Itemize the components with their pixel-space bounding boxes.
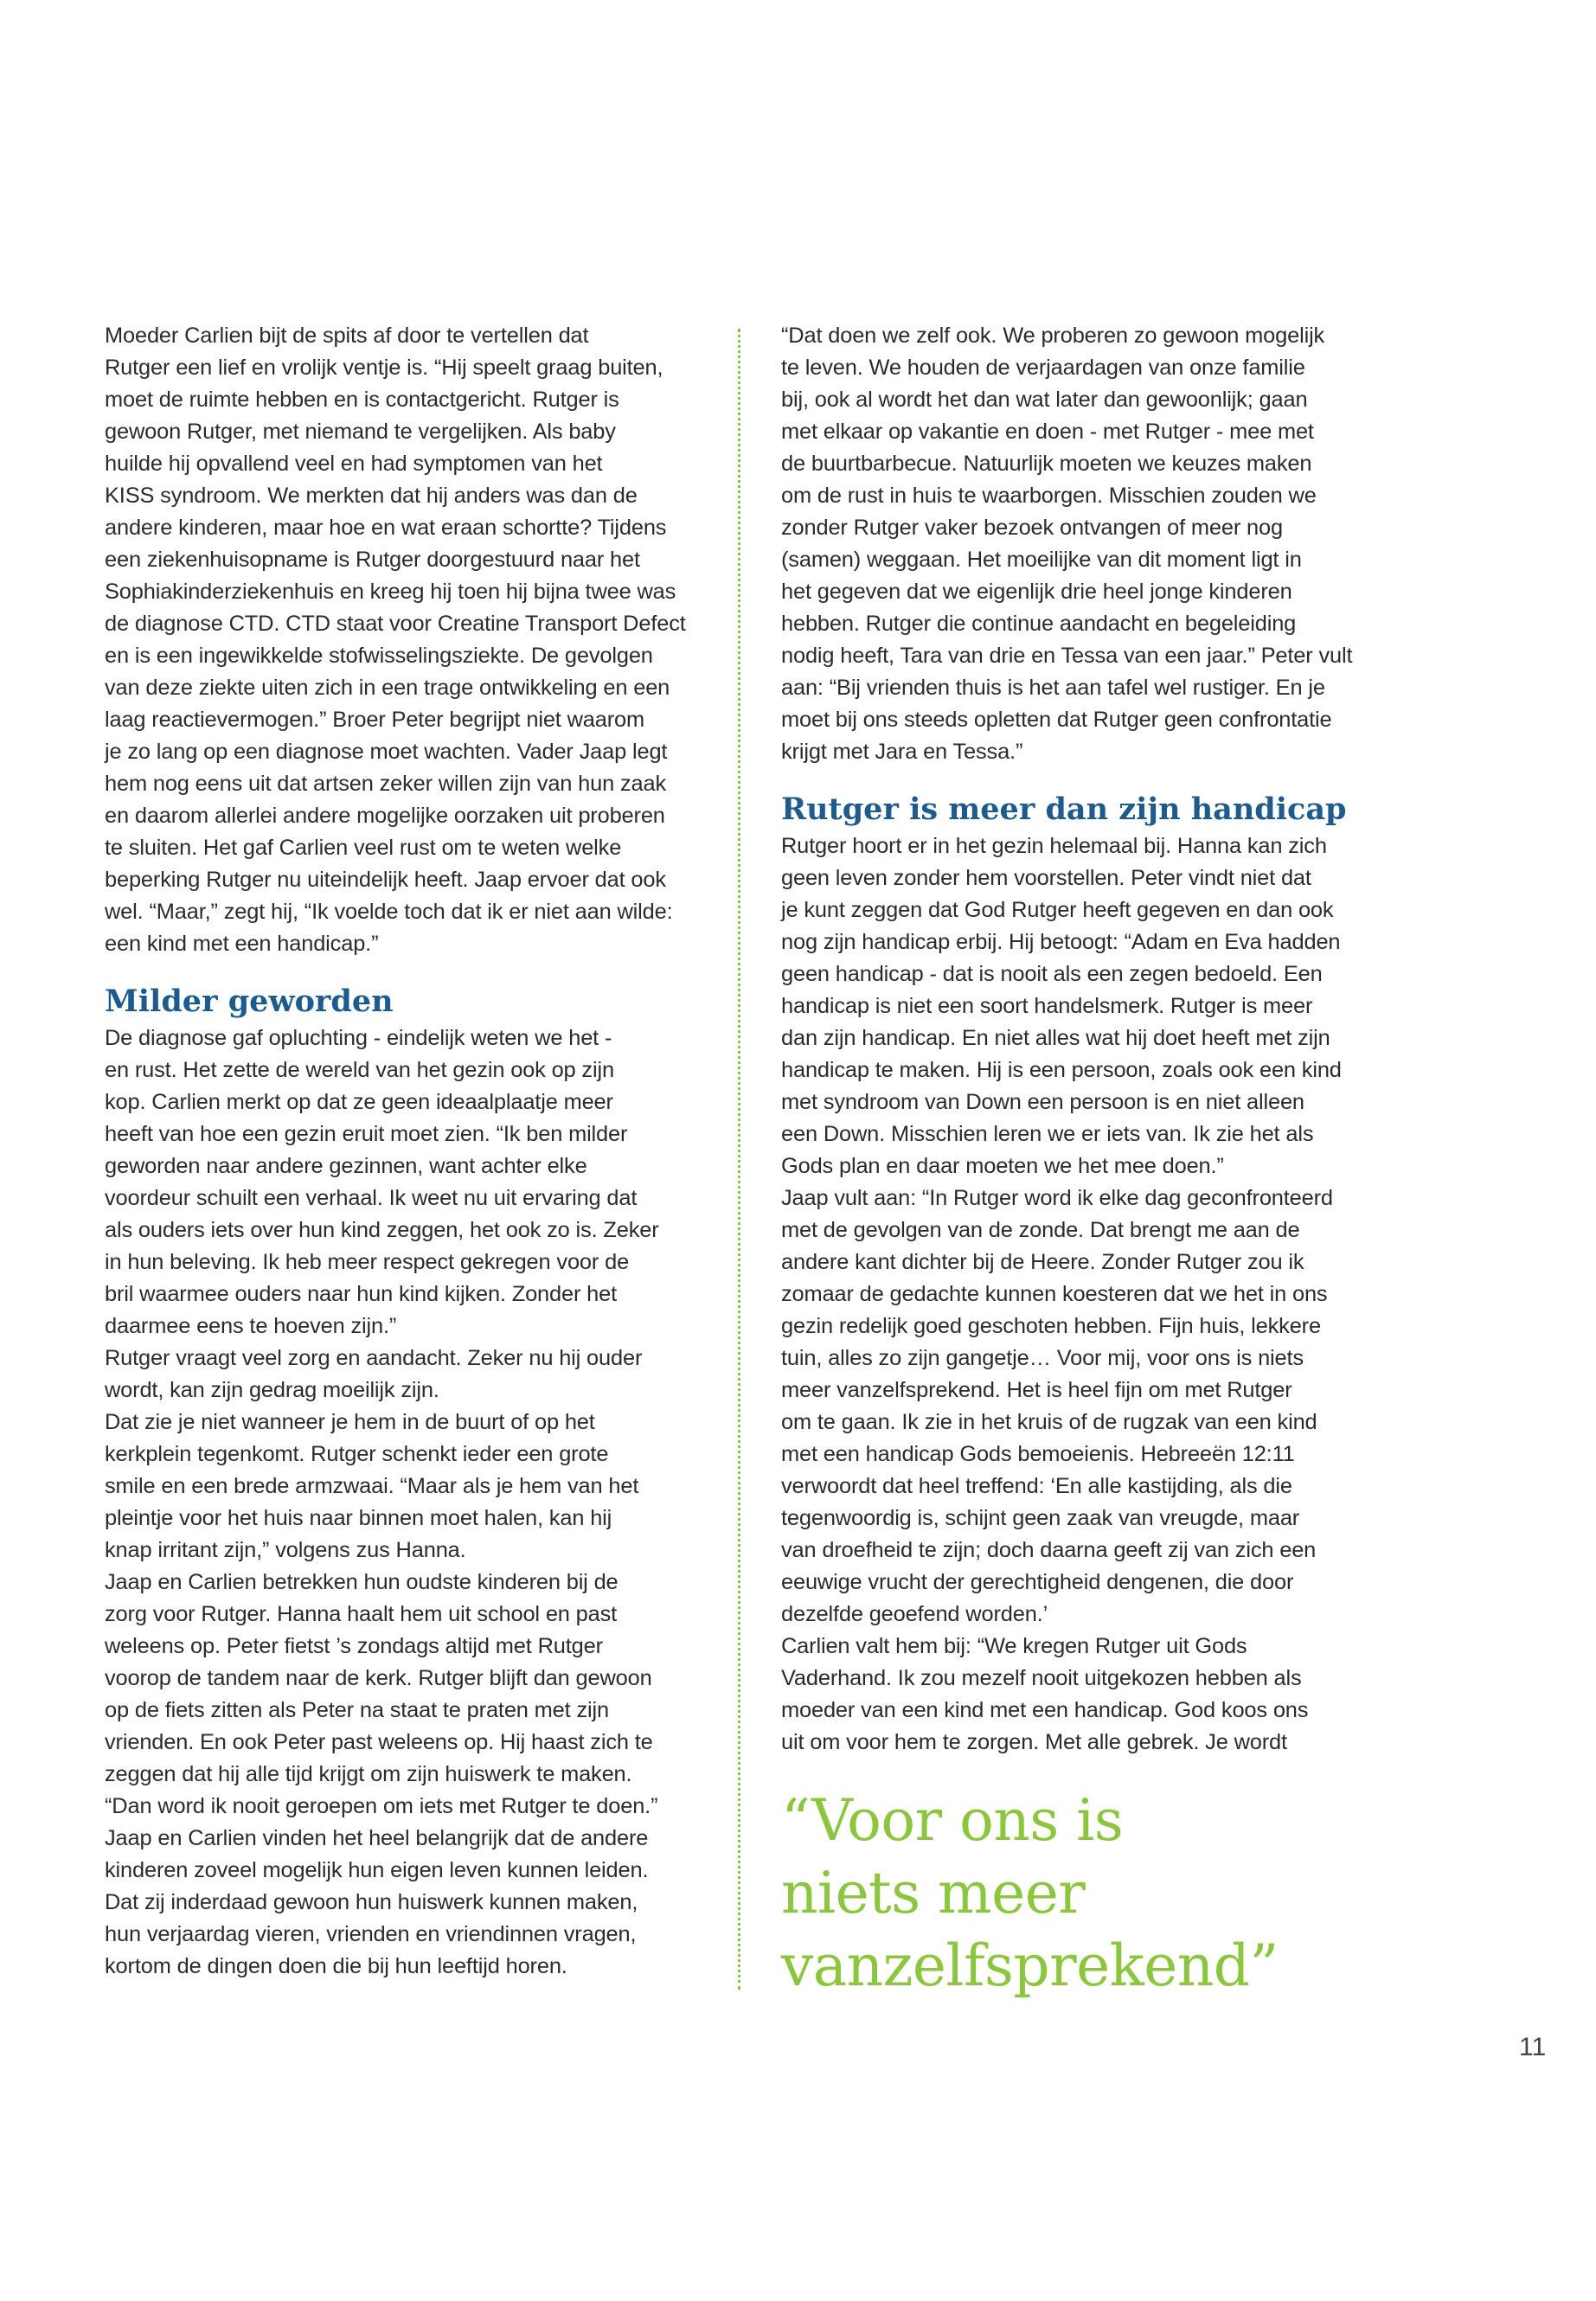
text-line: geworden naar andere gezinnen, want achter elke [105,1154,587,1178]
text-line: bril waarmee ouders naar hun kind kijken. Zonder het [105,1282,618,1306]
text-line: smile en een brede armzwaai. “Maar als je hem van het [105,1474,639,1498]
text-line: “Dat doen we zelf ook. We proberen zo gewoon mogelijk [781,324,1325,348]
text-line: daarmee eens te hoeven zijn.” [105,1314,397,1338]
text-line: de buurtbarbecue. Natuurlijk moeten we keuzes maken [781,452,1312,476]
text-line: tegenwoordig is, schijnt geen zaak van vreugde, maar [781,1506,1300,1530]
text-line: om te gaan. Ik zie in het kruis of de rugzak van een kind [781,1410,1317,1434]
text-line: meer vanzelfsprekend. Het is heel fijn om met Rutger [781,1378,1292,1402]
text-line: hem nog eens uit dat artsen zeker willen zijn van hun zaak [105,772,667,796]
pull-quote-line: “Voor ons is [781,1787,1124,1854]
text-line: gewoon Rutger, met niemand te vergelijken. Als baby [105,420,616,444]
text-line: een kind met een handicap.” [105,932,379,956]
text-line: Jaap en Carlien betrekken hun oudste kinderen bij de [105,1570,619,1594]
text-line: het gegeven dat we eigenlijk drie heel jonge kinderen [781,580,1292,604]
text-line: van deze ziekte uiten zich in een trage ontwikkeling en een [105,676,670,700]
section-heading-milder-geworden: Milder geworden [105,984,394,1019]
text-line: je zo lang op een diagnose moet wachten. Vader Jaap legt [105,740,668,764]
text-line: kerkplein tegenkomt. Rutger schenkt ieder een grote [105,1442,609,1466]
milder-geworden-paragraph [105,1022,698,1983]
text-line: (samen) weggaan. Het moeilijke van dit moment ligt in [781,548,1302,572]
text-line: huilde hij opvallend veel en had symptomen van het [105,452,603,476]
text-line: moeder van een kind met een handicap. God koos ons [781,1698,1309,1722]
text-line: handicap is niet een soort handelsmerk. Rutger is meer [781,994,1313,1018]
text-line: te sluiten. Het gaf Carlien veel rust om te weten welke [105,836,622,860]
text-line: om de rust in huis te waarborgen. Misschien zouden we [781,484,1317,508]
intro-paragraph [105,320,698,960]
text-line: de diagnose CTD. CTD staat voor Creatine Transport Defect [105,612,686,636]
text-line: nodig heeft, Tara van drie en Tessa van een jaar.” Peter vult [781,644,1353,668]
text-line: en daarom allerlei andere mogelijke oorzaken uit proberen [105,804,665,828]
page-number: 11 [1519,2033,1547,2061]
text-line: op de fiets zitten als Peter na staat te praten met zijn [105,1698,609,1722]
text-line: kinderen zoveel mogelijk hun eigen leven kunnen leiden. [105,1858,649,1882]
text-line: dezelfde geoefend worden.’ [781,1602,1048,1626]
left-column [105,320,698,1983]
text-line: nog zijn handicap erbij. Hij betoogt: “Adam en Eva hadden [781,930,1341,954]
text-line: je kunt zeggen dat God Rutger heeft gegeven en dan ook [781,898,1334,922]
text-line: met elkaar op vakantie en doen - met Rutger - mee met [781,420,1314,444]
text-line: als ouders iets over hun kind zeggen, het ook zo is. Zeker [105,1218,659,1242]
text-line: handicap te maken. Hij is een persoon, zoals ook een kind [781,1058,1342,1082]
text-line: een ziekenhuisopname is Rutger doorgestuurd naar het [105,548,640,572]
section-heading-rutger-meer-dan-handicap: Rutger is meer dan zijn handicap [781,792,1347,827]
text-line: vrienden. En ook Peter past weleens op. Hij haast zich te [105,1730,653,1754]
text-line: tuin, alles zo zijn gangetje… Voor mij, voor ons is niets [781,1346,1304,1370]
text-line: moet de ruimte hebben en is contactgericht. Rutger is [105,388,619,412]
text-line: knap irritant zijn,” volgens zus Hanna. [105,1538,466,1562]
text-line: krijgt met Jara en Tessa.” [781,740,1023,764]
text-line: kop. Carlien merkt op dat ze geen ideaalplaatje meer [105,1090,613,1114]
text-line: pleintje voor het huis naar binnen moet halen, kan hij [105,1506,612,1530]
text-line: hun verjaardag vieren, vrienden en vriendinnen vragen, [105,1922,637,1946]
text-line: wordt, kan zijn gedrag moeilijk zijn. [105,1378,439,1402]
text-line: verwoordt dat heel treffend: ‘En alle kastijding, als die [781,1474,1292,1498]
text-line: voorop de tandem naar de kerk. Rutger blijft dan gewoon [105,1666,652,1690]
text-line: Rutger een lief en vrolijk ventje is. “Hij speelt graag buiten, [105,356,663,380]
pull-quote-line: niets meer [781,1860,1086,1926]
text-line: Jaap en Carlien vinden het heel belangrijk dat de andere [105,1826,649,1850]
rutger-meer-dan-handicap-paragraph [781,830,1387,1759]
pull-quote [781,1785,1387,2003]
text-line: met syndroom van Down een persoon is en niet alleen [781,1090,1304,1114]
text-line: Gods plan en daar moeten we het mee doen.” [781,1154,1224,1178]
text-line: een Down. Misschien leren we er iets van. Ik zie het als [781,1122,1314,1146]
text-line: weleens op. Peter fietst ’s zondags altijd met Rutger [105,1634,603,1658]
text-line: heeft van hoe een gezin eruit moet zien. “Ik ben milder [105,1122,628,1146]
text-line: zomaar de gedachte kunnen koesteren dat we het in ons [781,1282,1328,1306]
text-line: Sophiakinderziekenhuis en kreeg hij toen hij bijna twee was [105,580,676,604]
column-divider [738,329,740,1990]
text-line: Dat zie je niet wanneer je hem in de buurt of op het [105,1410,595,1434]
text-line: zeggen dat hij alle tijd krijgt om zijn huiswerk te maken. [105,1762,632,1786]
text-line: van droefheid te zijn; doch daarna geeft zij van zich een [781,1538,1317,1562]
continuation-paragraph [781,320,1387,768]
text-line: Jaap vult aan: “In Rutger word ik elke dag geconfronteerd [781,1186,1333,1210]
text-line: Rutger hoort er in het gezin helemaal bij. Hanna kan zich [781,834,1327,858]
text-line: in hun beleving. Ik heb meer respect gekregen voor de [105,1250,630,1274]
text-line: hebben. Rutger die continue aandacht en begeleiding [781,612,1297,636]
text-line: Moeder Carlien bijt de spits af door te vertellen dat [105,324,589,348]
text-line: andere kant dichter bij de Heere. Zonder Rutger zou ik [781,1250,1304,1274]
text-line: gezin redelijk goed geschoten hebben. Fijn huis, lekkere [781,1314,1321,1338]
text-line: geen leven zonder hem voorstellen. Peter vindt niet dat [781,866,1311,890]
text-line: en rust. Het zette de wereld van het gezin ook op zijn [105,1058,614,1082]
text-line: Rutger vraagt veel zorg en aandacht. Zeker nu hij ouder [105,1346,643,1370]
text-line: uit om voor hem te zorgen. Met alle gebrek. Je wordt [781,1730,1287,1754]
text-line: kortom de dingen doen die bij hun leeftijd horen. [105,1954,567,1978]
text-line: bij, ook al wordt het dan wat later dan gewoonlijk; gaan [781,388,1308,412]
text-line: te leven. We houden de verjaardagen van onze familie [781,356,1305,380]
text-line: en is een ingewikkelde stofwisselingsziekte. De gevolgen [105,644,653,668]
text-line: eeuwige vrucht der gerechtigheid dengenen, die door [781,1570,1294,1594]
text-line: laag reactievermogen.” Broer Peter begrijpt niet waarom [105,708,644,732]
text-line: De diagnose gaf opluchting - eindelijk weten we het - [105,1026,612,1050]
text-line: KISS syndroom. We merkten dat hij anders was dan de [105,484,638,508]
text-line: zorg voor Rutger. Hanna haalt hem uit school en past [105,1602,618,1626]
text-line: Dat zij inderdaad gewoon hun huiswerk kunnen maken, [105,1890,638,1914]
right-column [781,320,1387,2003]
text-line: dan zijn handicap. En niet alles wat hij doet heeft met zijn [781,1026,1330,1050]
text-line: met de gevolgen van de zonde. Dat brengt me aan de [781,1218,1300,1242]
text-line: Vaderhand. Ik zou mezelf nooit uitgekozen hebben als [781,1666,1302,1690]
text-line: aan: “Bij vrienden thuis is het aan tafel wel rustiger. En je [781,676,1325,700]
text-line: Carlien valt hem bij: “We kregen Rutger uit Gods [781,1634,1247,1658]
pull-quote-line: vanzelfsprekend” [781,1932,1279,1999]
text-line: beperking Rutger nu uiteindelijk heeft. Jaap ervoer dat ook [105,868,666,892]
text-line: moet bij ons steeds opletten dat Rutger geen confrontatie [781,708,1332,732]
text-line: “Dan word ik nooit geroepen om iets met Rutger te doen.” [105,1794,658,1818]
text-line: andere kinderen, maar hoe en wat eraan schortte? Tijdens [105,516,667,540]
text-line: met een handicap Gods bemoeienis. Hebreeën 12:11 [781,1442,1295,1466]
text-line: voordeur schuilt een verhaal. Ik weet nu uit ervaring dat [105,1186,638,1210]
text-line: wel. “Maar,” zegt hij, “Ik voelde toch dat ik er niet aan wilde: [105,900,673,924]
text-line: geen handicap - dat is nooit als een zegen bedoeld. Een [781,962,1323,986]
text-line: zonder Rutger vaker bezoek ontvangen of meer nog [781,516,1283,540]
